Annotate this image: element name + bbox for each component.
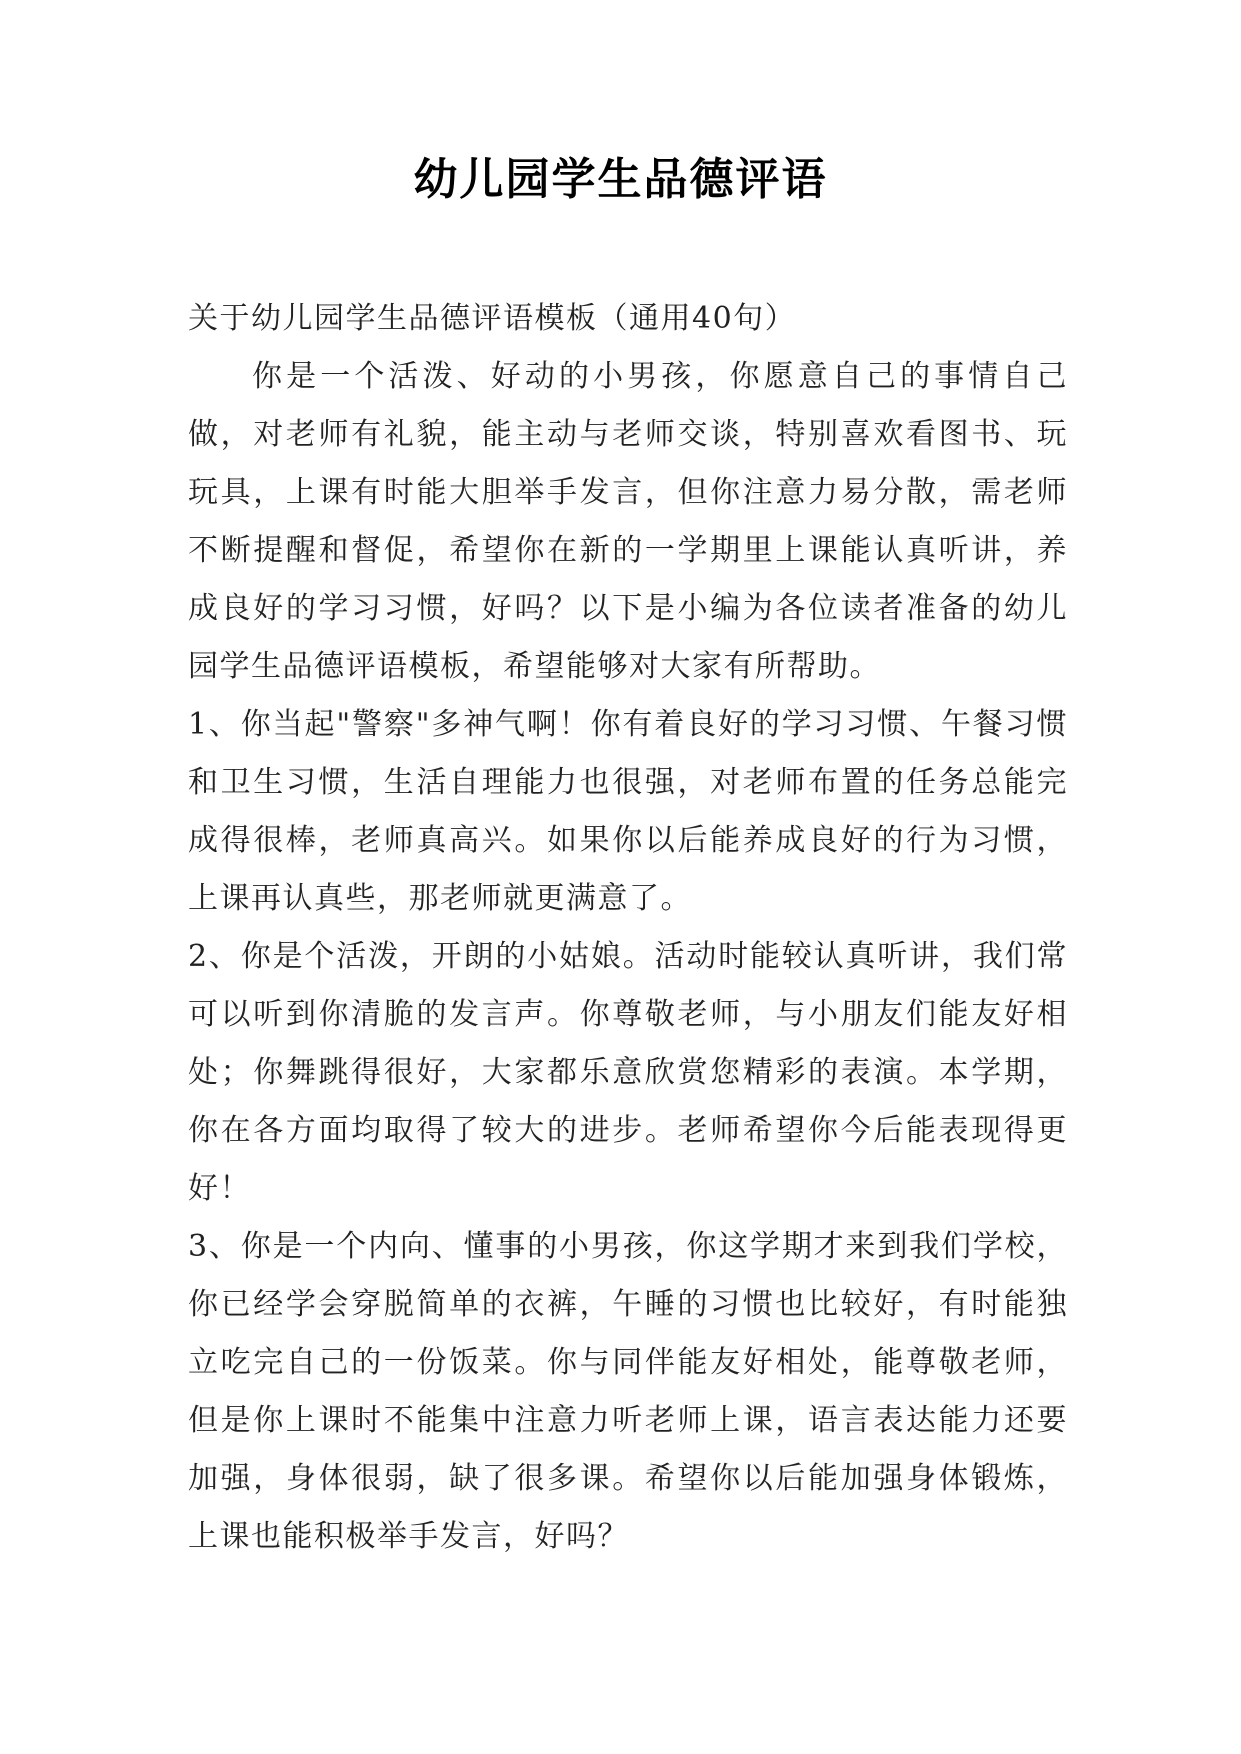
document-title: 幼儿园学生品德评语: [413, 154, 828, 205]
intro-paragraph: 你是一个活泼、好动的小男孩，你愿意自己的事情自己做，对老师有礼貌，能主动与老师交谈，特别喜欢看图书、玩玩具，上课有时能大胆举手发言，但你注意力易分散，需老师不断提醒和督促，希望你在新的一学期里上课能认真听讲，养成良好的学习习惯，好吗？以下是小编为各位读者准备的幼儿园学生品德评语模板，希望能够对大家有所帮助。: [188, 359, 1068, 684]
comment-item-1: 1、你当起"警察"多神气啊！你有着良好的学习习惯、午餐习惯和卫生习惯，生活自理能力也很强，对老师布置的任务总能完成得很棒，老师真高兴。如果你以后能养成良好的行为习惯，上课再认真些，那老师就更满意了。: [188, 707, 1068, 916]
document-body: [188, 290, 1068, 1566]
comment-item-2: 2、你是个活泼，开朗的小姑娘。活动时能较认真听讲，我们常可以听到你清脆的发言声。你尊敬老师，与小朋友们能友好相处；你舞跳得很好，大家都乐意欣赏您精彩的表演。本学期，你在各方面均取得了较大的进步。老师希望你今后能表现得更好！: [188, 939, 1068, 1206]
document-subtitle: 关于幼儿园学生品德评语模板（通用40句）: [188, 301, 797, 336]
comment-item-3: 3、你是一个内向、懂事的小男孩，你这学期才来到我们学校，你已经学会穿脱简单的衣裤，午睡的习惯也比较好，有时能独立吃完自己的一份饭菜。你与同伴能友好相处，能尊敬老师，但是你上课时不能集中注意力听老师上课，语言表达能力还要加强，身体很弱，缺了很多课。希望你以后能加强身体锻炼，上课也能积极举手发言，好吗？: [188, 1229, 1068, 1554]
